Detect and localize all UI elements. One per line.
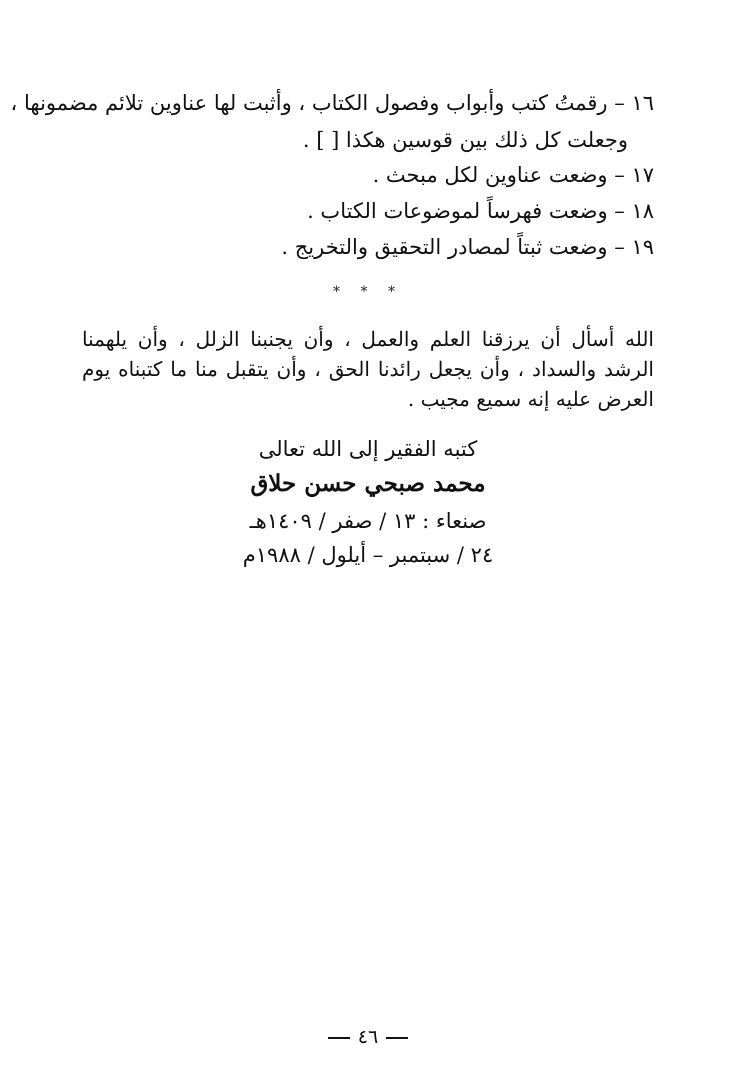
list-item-16: ١٦ – رقمتُ كتب وأبواب وفصول الكتاب ، وأثبت لها عناوين تلائم مضمونها ، bbox=[10, 91, 654, 115]
date-gregorian: ٢٤ / سبتمبر – أيلول / ١٩٨٨م bbox=[242, 543, 494, 567]
list-item-19: ١٩ – وضعت ثبتاً لمصادر التحقيق والتخريج . bbox=[281, 235, 654, 259]
list-item-17: ١٧ – وضعت عناوين لكل مبحث . bbox=[372, 163, 654, 187]
date-hijri: صنعاء : ١٣ / صفر / ١٤٠٩هـ bbox=[249, 509, 487, 533]
section-separator: * * * bbox=[333, 284, 403, 300]
page-number-text: ٤٦ bbox=[357, 1026, 379, 1048]
author-name: محمد صبحي حسن حلاق bbox=[250, 470, 486, 497]
signature-intro: كتبه الفقير إلى الله تعالى bbox=[258, 437, 478, 461]
list-item-16-continuation: وجعلت كل ذلك بين قوسين هكذا [ ] . bbox=[302, 128, 628, 152]
page-number bbox=[0, 1026, 736, 1048]
page-number-dash-right bbox=[386, 1037, 408, 1039]
list-item-18: ١٨ – وضعت فهرساً لموضوعات الكتاب . bbox=[307, 199, 654, 223]
closing-paragraph: الله أسأل أن يرزقنا العلم والعمل ، وأن يجنبنا الزلل ، وأن يلهمنا الرشد والسداد ، وأن يجعل رائدنا الحق ، وأن يتقبل منا ما كتبناه يوم العرض عليه إنه سميع مجيب . bbox=[82, 327, 654, 411]
page-number-dash-left bbox=[328, 1037, 350, 1039]
